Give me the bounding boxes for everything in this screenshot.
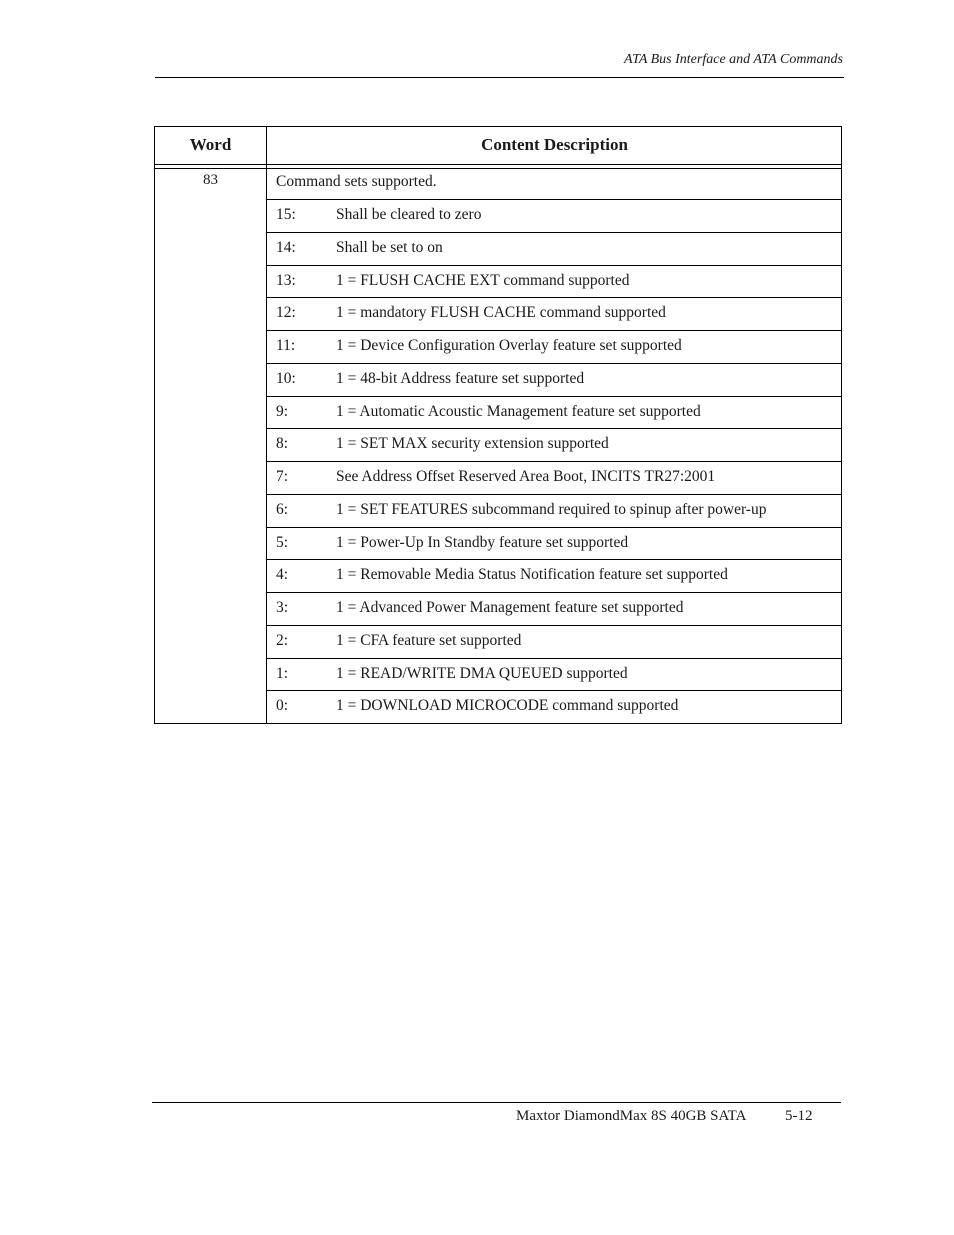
bit-number: 0: xyxy=(276,697,289,715)
bit-description: See Address Offset Reserved Area Boot, INCITS TR27:2001 xyxy=(336,468,716,485)
bit-row xyxy=(267,233,842,266)
bit-description: 1 = FLUSH CACHE EXT command supported xyxy=(336,271,630,289)
page-number: 5-12 xyxy=(785,1108,813,1124)
column-header-word: Word xyxy=(189,135,232,154)
bit-row xyxy=(267,200,842,233)
bit-number: 12: xyxy=(276,304,296,322)
header-rule xyxy=(155,77,844,78)
bit-number: 1: xyxy=(276,664,289,682)
bit-description: Shall be set to on xyxy=(336,238,443,256)
running-header: ATA Bus Interface and ATA Commands xyxy=(624,52,843,67)
bit-row xyxy=(267,528,842,561)
bit-number: 15: xyxy=(276,206,296,223)
bit-number: 10: xyxy=(276,369,296,387)
summary-row xyxy=(267,169,842,200)
bit-row xyxy=(267,331,842,364)
bit-row xyxy=(267,462,842,495)
header-double-rule-top xyxy=(154,164,842,165)
bit-number: 14: xyxy=(276,238,296,256)
bit-number: 2: xyxy=(276,631,289,649)
bit-row xyxy=(267,659,842,692)
bit-row xyxy=(267,429,842,462)
word-number: 83 xyxy=(203,172,218,188)
bit-description: 1 = SET MAX security extension supported xyxy=(336,435,609,453)
bit-number: 4: xyxy=(276,566,289,584)
bit-number: 13: xyxy=(276,271,296,289)
bit-description: 1 = Advanced Power Management feature set supported xyxy=(336,599,684,616)
summary-text: Command sets supported. xyxy=(276,173,437,190)
bit-description: 1 = Automatic Acoustic Management feature set supported xyxy=(336,402,701,420)
bit-number: 7: xyxy=(276,468,289,485)
bit-number: 9: xyxy=(276,402,289,420)
bit-row xyxy=(267,298,842,331)
bit-row xyxy=(267,364,842,397)
bit-number: 8: xyxy=(276,435,289,453)
bit-row xyxy=(267,593,842,626)
bit-row xyxy=(267,560,842,593)
bit-description: 1 = DOWNLOAD MICROCODE command supported xyxy=(336,697,679,715)
bit-description: 1 = Power-Up In Standby feature set supported xyxy=(336,533,629,551)
column-header-description: Content Description xyxy=(481,135,628,154)
bit-row xyxy=(267,495,842,528)
bit-row xyxy=(267,626,842,659)
bit-row xyxy=(267,397,842,430)
bit-description: 1 = Device Configuration Overlay feature set supported xyxy=(336,337,682,354)
bit-description: 1 = CFA feature set supported xyxy=(336,631,522,649)
bit-description: 1 = SET FEATURES subcommand required to spinup after power-up xyxy=(336,500,767,518)
bit-description: 1 = Removable Media Status Notification feature set supported xyxy=(336,566,728,584)
bit-number: 11: xyxy=(276,337,296,354)
bit-row xyxy=(267,691,842,724)
bit-description: 1 = mandatory FLUSH CACHE command supported xyxy=(336,304,666,322)
bit-number: 5: xyxy=(276,533,289,551)
footer-product-title: Maxtor DiamondMax 8S 40GB SATA xyxy=(516,1108,747,1124)
bit-row xyxy=(267,266,842,299)
footer-rule xyxy=(152,1102,841,1103)
bit-number: 6: xyxy=(276,500,289,518)
bit-description: 1 = READ/WRITE DMA QUEUED supported xyxy=(336,664,628,682)
bit-description: 1 = 48-bit Address feature set supported xyxy=(336,369,585,387)
bit-description: Shall be cleared to zero xyxy=(336,206,482,223)
bit-number: 3: xyxy=(276,599,289,616)
